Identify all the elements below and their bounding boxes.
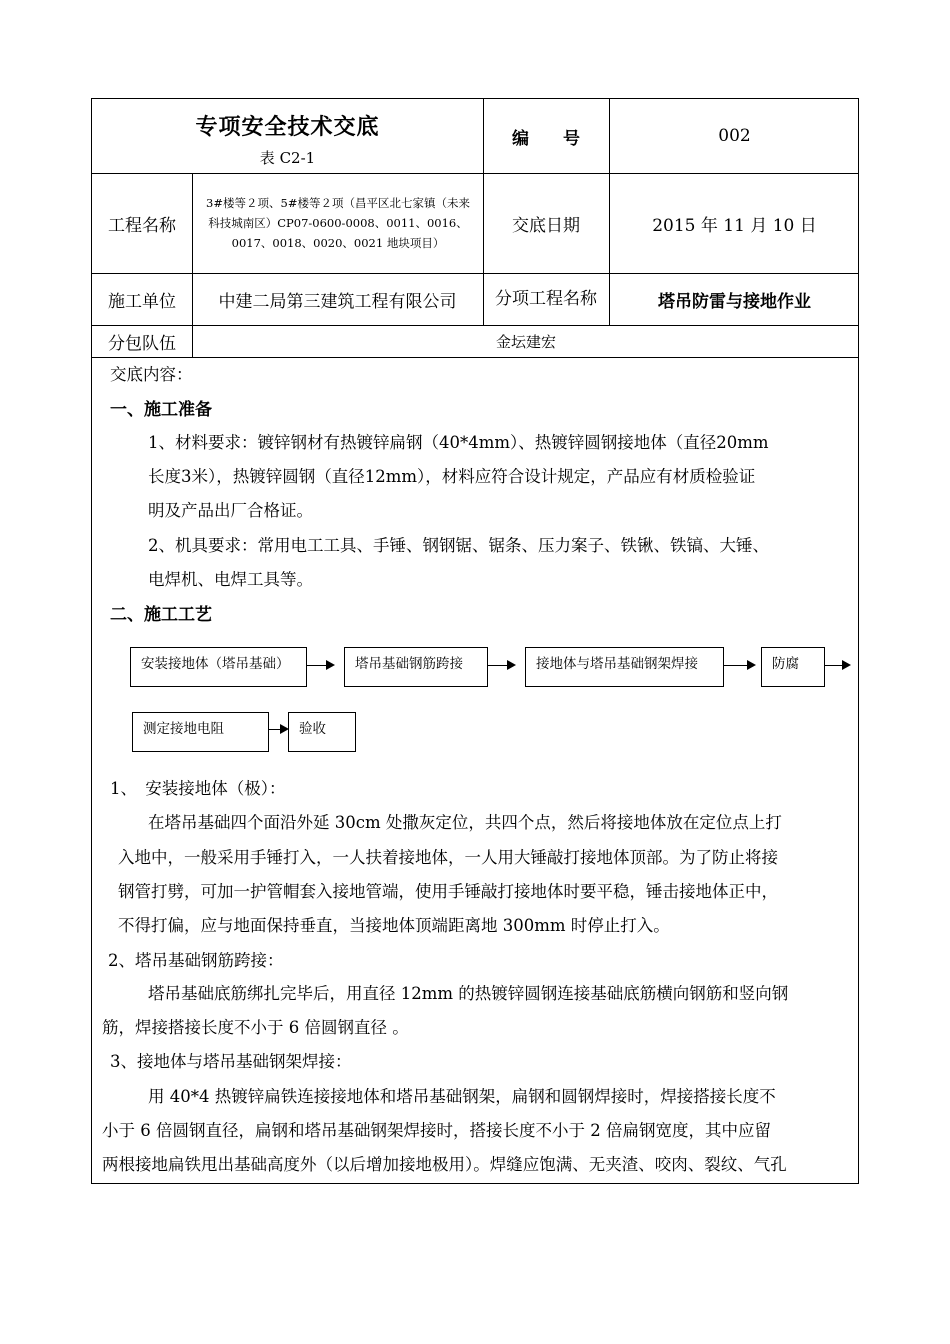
paragraph-line: 1、材料要求：镀锌钢材有热镀锌扁钢（40*4mm）、热镀锌圆钢接地体（直径20mm [148, 433, 769, 452]
flow-step: 塔吊基础钢筋跨接 [344, 647, 488, 687]
flow-step: 防腐 [761, 647, 825, 687]
content-intro: 交底内容： [110, 365, 193, 384]
flow-step: 接地体与塔吊基础钢架焊接 [525, 647, 724, 687]
date-value: 2015 年 11 月 10 日 [652, 215, 817, 236]
paragraph-line: 电焊机、电焊工具等。 [148, 570, 313, 589]
section-title: 二、施工工艺 [110, 605, 212, 625]
project-label: 工程名称 [108, 215, 176, 236]
form-title: 专项安全技术交底 [195, 113, 380, 140]
paragraph-line: 两根接地扁铁甩出基础高度外（以后增加接地极用）。焊缝应饱满、无夹渣、咬肉、裂纹、气孔 [102, 1155, 787, 1174]
paragraph-line: 在塔吊基础四个面沿外延 30cm 处撒灰定位，共四个点，然后将接地体放在定位点上打 [148, 813, 782, 832]
paragraph-line: 小于 6 倍圆钢直径，扁钢和塔吊基础钢架焊接时，搭接长度不小于 2 倍扁钢宽度，其中应留 [102, 1121, 771, 1140]
paragraph-line: 入地中，一般采用手锤打入，一人扶着接地体，一人用大锤敲打接地体顶部。为了防止将接 [118, 848, 778, 867]
step-title: 1、 安装接地体（极）： [110, 779, 286, 798]
paragraph-line: 长度3米），热镀锌圆钢（直径12mm），材料应符合设计规定，产品应有材质检验证 [148, 467, 756, 486]
section-title: 一、施工准备 [110, 400, 212, 420]
paragraph-line: 2、机具要求：常用电工工具、手锤、钢钢锯、锯条、压力案子、铁锹、铁镐、大锤、 [148, 536, 769, 555]
subcontract-value: 金坛建宏 [495, 332, 556, 351]
form-number: 表 C2-1 [259, 148, 316, 167]
disclosure-form [91, 98, 859, 1184]
contractor-value: 中建二局第三建筑工程有限公司 [218, 291, 457, 312]
flow-step: 安装接地体（塔吊基础） [130, 647, 307, 687]
project-value: 3#楼等２项、5#楼等２项（昌平区北七家镇（未来科技城南区）CP07-0600-0008、0011、0016、0017、0018、0020、0021 地块项目） [206, 196, 470, 250]
contractor-label: 施工单位 [108, 291, 176, 312]
subproject-value: 塔吊防雷与接地作业 [658, 291, 811, 312]
date-label: 交底日期 [512, 215, 580, 236]
flow-arrow [488, 665, 514, 666]
subcontract-label: 分包队伍 [108, 333, 176, 354]
flow-arrow [724, 665, 754, 666]
flow-step: 验收 [288, 712, 356, 752]
code-value: 002 [718, 126, 751, 146]
flow-arrow [307, 665, 333, 666]
subproject-label: 分项工程名称 [495, 289, 597, 309]
flow-arrow [825, 665, 849, 666]
paragraph-line: 用 40*4 热镀锌扁铁连接接地体和塔吊基础钢架，扁钢和圆钢焊接时，焊接搭接长度不 [148, 1087, 776, 1106]
paragraph-line: 塔吊基础底筋绑扎完毕后，用直径 12mm 的热镀锌圆钢连接基础底筋横向钢筋和竖向钢 [148, 984, 789, 1003]
step-title: 3、接地体与塔吊基础钢架焊接： [110, 1052, 352, 1071]
paragraph-line: 筋，焊接搭接长度不小于 6 倍圆钢直径 。 [102, 1018, 409, 1037]
flow-step: 测定接地电阻 [132, 712, 269, 752]
paragraph-line: 明及产品出厂合格证。 [148, 501, 313, 520]
disclosure-content [92, 357, 858, 1183]
step-title: 2、塔吊基础钢筋跨接： [108, 951, 284, 970]
paragraph-line: 钢管打劈，可加一护管帽套入接地管端，使用手锤敲打接地体时要平稳，锤击接地体正中， [118, 882, 778, 901]
code-label: 编 号 [512, 128, 580, 149]
flow-arrow [269, 729, 287, 730]
paragraph-line: 不得打偏，应与地面保持垂直，当接地体顶端距离地 300mm 时停止打入。 [118, 916, 670, 935]
